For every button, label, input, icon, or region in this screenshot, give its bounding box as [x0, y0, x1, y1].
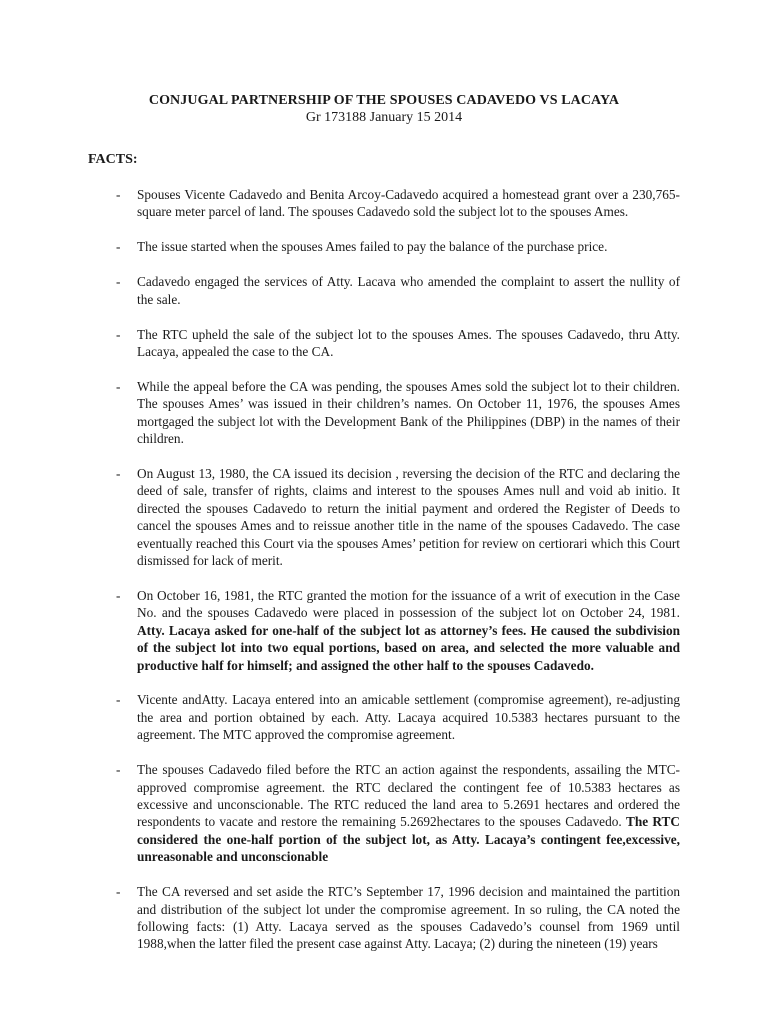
bullet-dash: -	[116, 884, 121, 900]
fact-item	[88, 186, 680, 221]
bullet-dash: -	[116, 274, 121, 290]
fact-item	[88, 587, 680, 674]
fact-plain-text: On October 16, 1981, the RTC granted the motion for the issuance of a writ of execution in the Case No. and the spouses Cadavedo were placed in possession of the subject lot on October 24, 1981.	[137, 587, 680, 621]
fact-item	[88, 238, 680, 255]
facts-heading: FACTS:	[88, 152, 138, 167]
bullet-dash: -	[116, 326, 121, 342]
bullet-dash: -	[116, 378, 121, 394]
bullet-dash: -	[116, 587, 121, 603]
fact-text	[137, 587, 680, 674]
fact-text	[137, 378, 680, 448]
fact-plain-text: Cadavedo engaged the services of Atty. Lacava who amended the complaint to assert the nullity of the sale.	[137, 274, 680, 307]
fact-plain-text: The RTC upheld the sale of the subject lot to the spouses Ames. The spouses Cadavedo, thru Atty. Lacaya, appealed the case to the CA.	[137, 326, 680, 359]
bullet-dash: -	[116, 692, 121, 708]
fact-text	[137, 238, 680, 255]
fact-plain-text: While the appeal before the CA was pending, the spouses Ames sold the subject lot to their children. The spouses Ames’ was issued in their children’s names. On October 11, 1976, the spouses Ames mortgaged the subject lot with the Development Bank of the Philippines (DBP) in the names of their children.	[137, 378, 680, 447]
bullet-dash: -	[116, 465, 121, 481]
fact-plain-text: Spouses Vicente Cadavedo and Benita Arcoy-Cadavedo acquired a homestead grant over a 230,765-square meter parcel of land. The spouses Cadavedo sold the subject lot to the spouses Ames.	[137, 187, 680, 220]
fact-item	[88, 883, 680, 953]
fact-item	[88, 273, 680, 308]
fact-item	[88, 378, 680, 448]
case-number-date: Gr 173188 January 15 2014	[305, 110, 463, 125]
fact-item	[88, 326, 680, 361]
fact-item	[88, 465, 680, 569]
document-title: CONJUGAL PARTNERSHIP OF THE SPOUSES CADAVEDO VS LACAYA	[148, 93, 620, 108]
fact-text	[137, 273, 680, 308]
facts-list	[88, 186, 680, 953]
fact-text	[137, 186, 680, 221]
fact-text	[137, 761, 680, 865]
fact-text	[137, 883, 680, 953]
bullet-dash: -	[116, 762, 121, 778]
fact-plain-text: The spouses Cadavedo filed before the RTC an action against the respondents, assailing the MTC-approved compromise agreement. the RTC declared the contingent fee of 10.5383 hectares as excessive and unconscionable. The RTC reduced the land area to 5.2691 hectares and ordered the respondents to vacate and restore the remaining 5.2692hectares to the spouses Cadavedo.	[137, 762, 680, 830]
fact-text	[137, 465, 680, 569]
fact-plain-text: Vicente andAtty. Lacaya entered into an amicable settlement (compromise agreement), re-adjusting the area and portion obtained by each. Atty. Lacaya acquired 10.5383 hectares pursuant to the agreement. The MTC approved the compromise agreement.	[137, 692, 680, 743]
fact-plain-text: The issue started when the spouses Ames failed to pay the balance of the purchase price.	[137, 239, 608, 255]
fact-plain-text: On August 13, 1980, the CA issued its decision , reversing the decision of the RTC and declaring the deed of sale, transfer of rights, claims and interest to the spouses Ames null and void ab initio. It directed the spouses Cadavedo to return the initial payment and ordered the Register of Deeds to cancel the spouses Ames and to reissue another title in the name of the spouses Cadavedo. The case eventually reached this Court via the spouses Ames’ petition for review on certiorari which this Court dismissed for lack of merit.	[137, 465, 680, 568]
fact-bold-text: Atty. Lacaya asked for one-half of the subject lot as attorney’s fees. He caused the subdivision of the subject lot into two equal portions, based on area, and selected the more valuable and productive half for himself; and assigned the other half to the spouses Cadavedo.	[137, 622, 680, 673]
bullet-dash: -	[116, 187, 121, 202]
bullet-dash: -	[116, 239, 121, 255]
fact-item	[88, 761, 680, 865]
fact-item	[88, 691, 680, 743]
fact-plain-text: The CA reversed and set aside the RTC’s September 17, 1996 decision and maintained the partition and distribution of the subject lot under the compromise agreement. In so ruling, the CA noted the following facts: (1) Atty. Lacaya served as the spouses Cadavedo’s counsel from 1969 until 1988,when the latter filed the present case against Atty. Lacaya; (2) during the nineteen (19) years	[137, 884, 680, 952]
fact-text	[137, 326, 680, 361]
fact-text	[137, 691, 680, 743]
fact-bold-text: The RTC considered the one-half portion of the subject lot, as Atty. Lacaya’s contingent fee,excessive, unreasonable and unconscionable	[137, 814, 680, 865]
